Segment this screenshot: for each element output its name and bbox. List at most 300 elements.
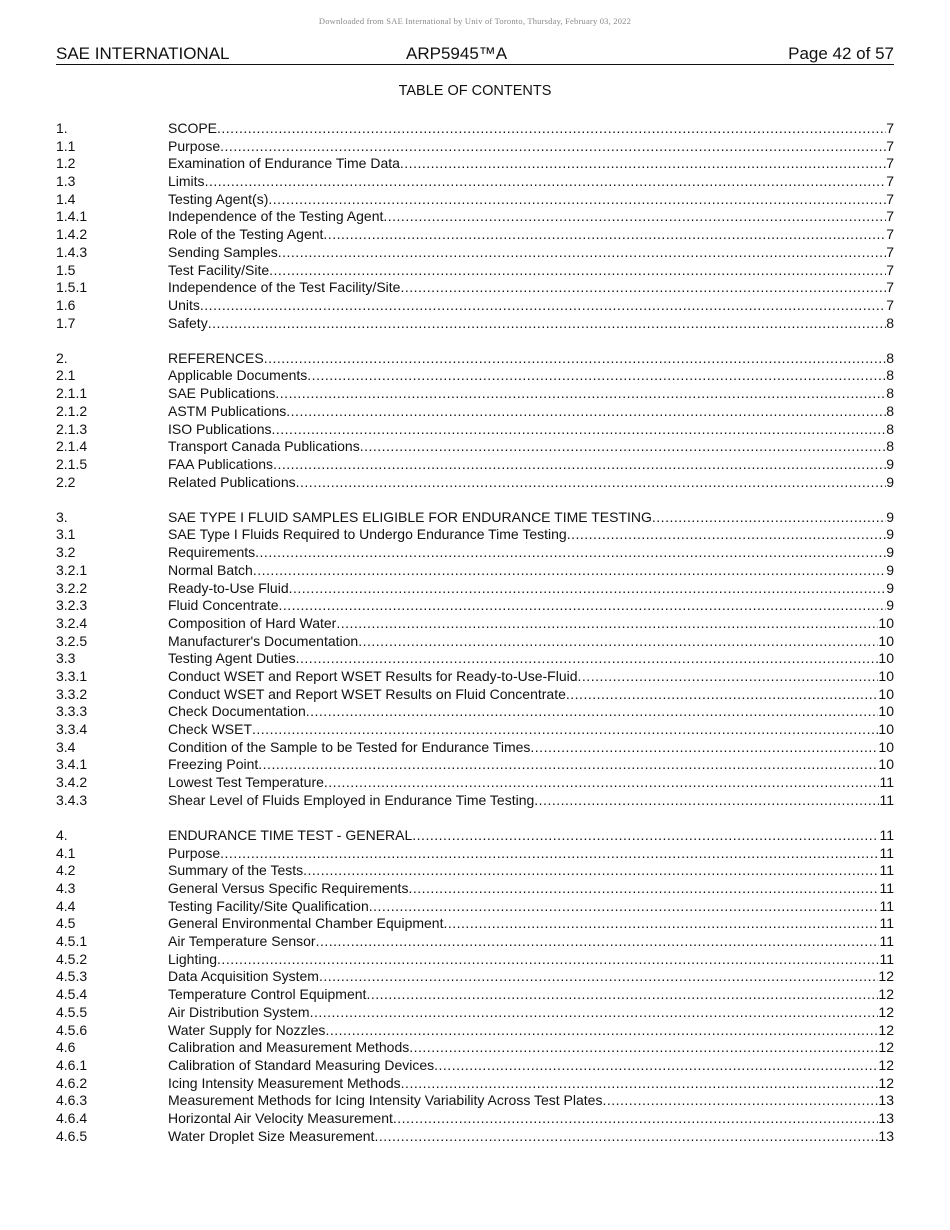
toc-dot-leader	[409, 1039, 878, 1057]
toc-entry[interactable]	[56, 544, 894, 562]
toc-page-number: 10	[878, 721, 894, 737]
toc-section-number: 1.	[56, 120, 68, 136]
toc-entry[interactable]	[56, 226, 894, 244]
toc-section-number: 4.	[56, 826, 68, 843]
toc-page-number: 11	[879, 844, 894, 861]
toc-entry[interactable]	[56, 792, 894, 810]
toc-entry[interactable]	[56, 403, 894, 421]
toc-dot-leader	[401, 1075, 879, 1093]
toc-entry[interactable]	[56, 756, 894, 774]
toc-section-title: Lowest Test Temperature	[168, 774, 324, 791]
toc-page-number: 7	[886, 173, 894, 190]
toc-entry-line	[168, 421, 894, 439]
toc-section-title: Related Publications	[168, 473, 296, 490]
toc-entry[interactable]	[56, 686, 894, 704]
toc-entry-line	[168, 774, 894, 792]
toc-section-title: Purpose	[168, 137, 221, 154]
toc-page-number: 7	[886, 137, 894, 154]
toc-entry[interactable]	[56, 880, 894, 898]
toc-page-number: 8	[886, 349, 894, 366]
toc-section-number: 3.3	[56, 650, 76, 667]
toc-section-title: Calibration of Standard Measuring Devices	[168, 1056, 435, 1073]
page-header	[56, 44, 894, 65]
toc-entry[interactable]	[56, 138, 894, 156]
toc-section-number: 4.3	[56, 880, 76, 896]
toc-entry-line	[168, 915, 894, 933]
toc-section-number: 3.3.3	[56, 703, 88, 720]
toc-section-group	[56, 350, 894, 492]
toc-entry-line	[168, 721, 894, 739]
toc-section-group	[56, 827, 894, 1145]
toc-section-title: Purpose	[168, 844, 221, 861]
toc-page-number: 8	[886, 402, 894, 419]
toc-entry[interactable]	[56, 1075, 894, 1093]
toc-page-number: 11	[879, 880, 894, 896]
toc-entry-line	[168, 986, 894, 1004]
toc-section-number: 1.6	[56, 296, 76, 313]
toc-section-number: 3.	[56, 508, 68, 525]
toc-section-number: 4.5.2	[56, 950, 88, 967]
toc-dot-leader	[400, 155, 886, 173]
toc-dot-leader	[530, 739, 878, 757]
toc-page-number: 9	[886, 473, 894, 490]
toc-dot-leader	[566, 686, 879, 704]
toc-page-number: 7	[886, 226, 894, 243]
toc-entry[interactable]	[56, 721, 894, 739]
toc-section-number: 1.4.3	[56, 243, 88, 260]
toc-page-number: 7	[886, 296, 894, 313]
toc-dot-leader	[258, 756, 878, 774]
toc-section-number: 3.3.4	[56, 721, 88, 737]
toc-entry[interactable]	[56, 385, 894, 403]
toc-entry-line	[168, 474, 894, 492]
toc-dot-leader	[303, 862, 879, 880]
toc-section-number: 3.4.2	[56, 774, 88, 791]
toc-section-number: 4.6	[56, 1039, 76, 1056]
toc-entry[interactable]	[56, 191, 894, 209]
toc-entry[interactable]	[56, 1092, 894, 1110]
toc-section-title: Testing Agent Duties	[168, 650, 296, 667]
toc-entry[interactable]	[56, 456, 894, 474]
toc-entry[interactable]	[56, 155, 894, 173]
toc-entry-line	[168, 226, 894, 244]
toc-entry-line	[168, 509, 894, 527]
toc-entry-line	[168, 845, 894, 863]
toc-entry[interactable]	[56, 526, 894, 544]
toc-entry[interactable]	[56, 1128, 894, 1146]
toc-section-number: 1.5.1	[56, 279, 88, 296]
toc-entry-line	[168, 1075, 894, 1093]
toc-dot-leader	[534, 792, 879, 810]
toc-section-number: 2.1	[56, 367, 76, 384]
toc-entry[interactable]	[56, 173, 894, 191]
header-organization: SAE INTERNATIONAL	[56, 44, 230, 63]
toc-section-number: 4.4	[56, 897, 76, 914]
toc-section-number: 4.5.3	[56, 968, 88, 985]
toc-entry-line	[168, 703, 894, 721]
toc-page-number: 9	[886, 508, 894, 525]
toc-section-number: 4.5	[56, 915, 76, 932]
toc-entry-line	[168, 968, 894, 986]
toc-section-title: Test Facility/Site	[168, 261, 270, 278]
toc-section-title: Check Documentation	[168, 703, 306, 720]
toc-dot-leader	[374, 1128, 878, 1146]
toc-entry[interactable]	[56, 703, 894, 721]
toc-section-title: Calibration and Measurement Methods	[168, 1039, 410, 1056]
toc-page-number: 12	[878, 986, 894, 1003]
toc-entry[interactable]	[56, 244, 894, 262]
toc-entry[interactable]	[56, 474, 894, 492]
toc-dot-leader	[412, 827, 879, 845]
toc-page-number: 10	[878, 632, 894, 649]
toc-section-title: Testing Agent(s)	[168, 190, 269, 207]
toc-entry-line	[168, 686, 894, 704]
toc-page-number: 10	[878, 614, 894, 631]
toc-entry-line	[168, 262, 894, 280]
toc-section-title: Air Distribution System	[168, 1003, 310, 1020]
toc-dot-leader	[316, 933, 880, 951]
toc-section-title: SCOPE	[168, 120, 218, 136]
toc-page-number: 11	[879, 826, 894, 843]
toc-entry[interactable]	[56, 262, 894, 280]
toc-section-number: 1.4.1	[56, 208, 88, 225]
toc-entry[interactable]	[56, 279, 894, 297]
toc-entry-line	[168, 526, 894, 544]
toc-entry[interactable]	[56, 774, 894, 792]
toc-section-title: ISO Publications	[168, 420, 272, 437]
toc-entry-line	[168, 880, 894, 898]
toc-section-title: Independence of the Test Facility/Site	[168, 279, 401, 296]
toc-section-number: 2.1.5	[56, 455, 88, 472]
toc-page-number: 11	[879, 950, 894, 967]
toc-entry-line	[168, 1022, 894, 1040]
toc-section-title: Check WSET	[168, 721, 253, 737]
toc-section-title: FAA Publications	[168, 455, 274, 472]
toc-entry[interactable]	[56, 633, 894, 651]
toc-page-number: 12	[878, 1039, 894, 1056]
toc-entry-line	[168, 898, 894, 916]
toc-page-number: 9	[886, 455, 894, 472]
toc-section-number: 3.1	[56, 526, 76, 543]
toc-page-number: 12	[878, 1074, 894, 1091]
toc-section-title: Limits	[168, 173, 205, 190]
toc-page-number: 12	[878, 968, 894, 985]
toc-section-number: 1.1	[56, 137, 76, 154]
toc-section-number: 4.6.1	[56, 1056, 88, 1073]
toc-section-title: Data Acquisition System	[168, 968, 319, 985]
toc-dot-leader	[393, 1110, 879, 1128]
toc-dot-leader	[205, 173, 887, 191]
toc-dot-leader	[383, 208, 886, 226]
toc-entry[interactable]	[56, 597, 894, 615]
toc-entry-line	[168, 173, 894, 191]
toc-dot-leader	[208, 315, 887, 333]
toc-entry-line	[168, 580, 894, 598]
toc-entry-line	[168, 385, 894, 403]
toc-section-number: 2.1.2	[56, 402, 88, 419]
toc-page-number: 10	[878, 667, 894, 684]
toc-section-number: 4.2	[56, 862, 76, 879]
toc-dot-leader	[220, 845, 879, 863]
toc-entry-line	[168, 862, 894, 880]
toc-page-number: 10	[878, 703, 894, 720]
toc-section-number: 2.2	[56, 473, 76, 490]
toc-dot-leader	[310, 1004, 879, 1022]
toc-section-number: 1.4	[56, 190, 76, 207]
toc-entry[interactable]	[56, 509, 894, 527]
toc-entry[interactable]	[56, 668, 894, 686]
toc-dot-leader	[443, 915, 879, 933]
toc-section-title: Condition of the Sample to be Tested for Endurance Times	[168, 738, 531, 755]
toc-section-title: Composition of Hard Water	[168, 614, 337, 631]
toc-page-number: 7	[886, 279, 894, 296]
header-document-id: ARP5945™A	[406, 44, 508, 63]
toc-entry-line	[168, 120, 894, 138]
toc-entry[interactable]	[56, 827, 894, 845]
toc-entry[interactable]	[56, 1039, 894, 1057]
toc-section-number: 4.5.5	[56, 1003, 88, 1020]
toc-entry-line	[168, 1128, 894, 1146]
toc-section-title: Transport Canada Publications	[168, 438, 360, 455]
toc-dot-leader	[275, 385, 886, 403]
toc-section-number: 2.1.3	[56, 420, 88, 437]
toc-dot-leader	[296, 474, 887, 492]
toc-entry[interactable]	[56, 438, 894, 456]
toc-section-number: 3.3.1	[56, 667, 88, 684]
toc-page-number: 7	[886, 208, 894, 225]
toc-section-number: 4.6.3	[56, 1092, 88, 1109]
toc-dot-leader	[269, 262, 886, 280]
toc-entry[interactable]	[56, 1022, 894, 1040]
toc-dot-leader	[217, 120, 886, 138]
toc-section-title: Testing Facility/Site Qualification	[168, 897, 369, 914]
toc-dot-leader	[358, 633, 878, 651]
toc-entry-line	[168, 367, 894, 385]
toc-dot-leader	[278, 244, 886, 262]
toc-section-title: Conduct WSET and Report WSET Results for Ready-to-Use-Fluid	[168, 667, 578, 684]
toc-entry[interactable]	[56, 862, 894, 880]
toc-entry[interactable]	[56, 986, 894, 1004]
toc-entry[interactable]	[56, 120, 894, 138]
toc-entry-line	[168, 208, 894, 226]
header-page-number: Page 42 of 57	[788, 44, 894, 63]
toc-section-number: 2.	[56, 349, 68, 366]
toc-entry-line	[168, 633, 894, 651]
toc-section-title: Water Droplet Size Measurement	[168, 1127, 375, 1144]
toc-page-number: 10	[878, 650, 894, 667]
toc-section-title: SAE TYPE I FLUID SAMPLES ELIGIBLE FOR ENDURANCE TIME TESTING	[168, 508, 652, 525]
toc-dot-leader	[567, 526, 886, 544]
toc-entry-line	[168, 1110, 894, 1128]
table-of-contents	[56, 120, 894, 1163]
toc-section-group	[56, 120, 894, 332]
toc-section-number: 3.2	[56, 544, 76, 561]
toc-entry-line	[168, 438, 894, 456]
toc-page-number: 8	[886, 385, 894, 402]
toc-section-title: Icing Intensity Measurement Methods	[168, 1074, 401, 1091]
toc-dot-leader	[602, 1092, 878, 1110]
toc-dot-leader	[652, 509, 886, 527]
toc-dot-leader	[255, 544, 886, 562]
toc-section-number: 3.4.3	[56, 791, 88, 808]
toc-entry-line	[168, 544, 894, 562]
toc-entry[interactable]	[56, 951, 894, 969]
toc-section-number: 3.3.2	[56, 685, 88, 702]
toc-entry-line	[168, 562, 894, 580]
toc-section-title: Examination of Endurance Time Data	[168, 155, 400, 172]
toc-section-number: 1.4.2	[56, 226, 88, 243]
toc-heading: TABLE OF CONTENTS	[398, 83, 552, 99]
toc-section-title: Air Temperature Sensor	[168, 933, 316, 950]
toc-entry[interactable]	[56, 350, 894, 368]
toc-entry-line	[168, 739, 894, 757]
toc-entry[interactable]	[56, 1004, 894, 1022]
toc-entry-line	[168, 297, 894, 315]
toc-entry[interactable]	[56, 421, 894, 439]
toc-page-number: 11	[879, 791, 894, 808]
toc-section-number: 1.5	[56, 261, 76, 278]
toc-dot-leader	[323, 226, 886, 244]
toc-entry[interactable]	[56, 1057, 894, 1075]
toc-page-number: 10	[878, 685, 894, 702]
toc-entry-line	[168, 1039, 894, 1057]
toc-entry[interactable]	[56, 845, 894, 863]
toc-entry[interactable]	[56, 968, 894, 986]
toc-page-number: 9	[886, 597, 894, 614]
toc-page-number: 8	[886, 367, 894, 384]
toc-entry[interactable]	[56, 297, 894, 315]
toc-section-title: Lighting	[168, 950, 218, 967]
toc-dot-leader	[286, 403, 886, 421]
toc-section-title: Independence of the Testing Agent	[168, 208, 384, 225]
toc-page-number: 11	[879, 933, 894, 950]
toc-section-number: 1.2	[56, 155, 76, 172]
toc-entry-line	[168, 650, 894, 668]
toc-entry-line	[168, 827, 894, 845]
toc-entry[interactable]	[56, 580, 894, 598]
toc-section-number: 4.6.2	[56, 1074, 88, 1091]
toc-section-title: Safety	[168, 314, 208, 331]
toc-entry[interactable]	[56, 562, 894, 580]
toc-dot-leader	[369, 898, 880, 916]
toc-dot-leader	[336, 615, 878, 633]
toc-entry[interactable]	[56, 915, 894, 933]
toc-dot-leader	[400, 279, 886, 297]
toc-section-number: 2.1.4	[56, 438, 88, 455]
toc-entry[interactable]	[56, 650, 894, 668]
toc-entry-line	[168, 350, 894, 368]
toc-page-number: 11	[879, 897, 894, 914]
toc-dot-leader	[217, 951, 879, 969]
toc-section-number: 1.7	[56, 314, 76, 331]
toc-page-number: 8	[886, 420, 894, 437]
toc-section-title: Freezing Point	[168, 756, 259, 773]
toc-dot-leader	[200, 297, 886, 315]
toc-section-title: REFERENCES	[168, 349, 264, 366]
toc-entry-line	[168, 279, 894, 297]
toc-section-number: 4.6.4	[56, 1109, 88, 1126]
toc-entry-line	[168, 1057, 894, 1075]
toc-section-title: Applicable Documents	[168, 367, 308, 384]
toc-dot-leader	[319, 968, 878, 986]
toc-entry-line	[168, 615, 894, 633]
toc-section-number: 4.5.1	[56, 933, 88, 950]
toc-dot-leader	[272, 421, 887, 439]
download-watermark: Downloaded from SAE International by Univ of Toronto, Thursday, February 03, 2022	[318, 16, 632, 26]
toc-section-title: Role of the Testing Agent	[168, 226, 324, 243]
toc-entry-line	[168, 792, 894, 810]
toc-dot-leader	[306, 703, 879, 721]
toc-section-title: SAE Type I Fluids Required to Undergo Endurance Time Testing	[168, 526, 567, 543]
toc-entry-line	[168, 315, 894, 333]
toc-section-number: 3.2.5	[56, 632, 88, 649]
toc-entry-line	[168, 933, 894, 951]
toc-dot-leader	[325, 1022, 878, 1040]
toc-entry[interactable]	[56, 208, 894, 226]
toc-section-number: 4.5.4	[56, 986, 88, 1003]
toc-section-title: Water Supply for Nozzles	[168, 1021, 326, 1038]
toc-page-number: 7	[886, 155, 894, 172]
toc-section-title: General Environmental Chamber Equipment	[168, 915, 444, 932]
toc-entry[interactable]	[56, 933, 894, 951]
toc-dot-leader	[253, 562, 886, 580]
toc-section-title: SAE Publications	[168, 385, 276, 402]
toc-entry[interactable]	[56, 367, 894, 385]
toc-section-title: Summary of the Tests	[168, 862, 304, 879]
toc-entry[interactable]	[56, 739, 894, 757]
toc-section-number: 4.6.5	[56, 1127, 88, 1144]
toc-entry-line	[168, 756, 894, 774]
toc-entry-line	[168, 191, 894, 209]
toc-section-number: 3.2.2	[56, 579, 88, 596]
toc-page-number: 12	[878, 1056, 894, 1073]
toc-page-number: 13	[878, 1109, 894, 1126]
toc-entry[interactable]	[56, 615, 894, 633]
toc-dot-leader	[289, 580, 887, 598]
toc-section-number: 3.4	[56, 738, 76, 755]
toc-section-title: General Versus Specific Requirements	[168, 880, 409, 896]
toc-dot-leader	[264, 350, 887, 368]
toc-entry-line	[168, 155, 894, 173]
toc-page-number: 13	[878, 1092, 894, 1109]
toc-entry[interactable]	[56, 1110, 894, 1128]
toc-entry[interactable]	[56, 898, 894, 916]
toc-dot-leader	[279, 597, 887, 615]
toc-entry-line	[168, 403, 894, 421]
toc-entry-line	[168, 668, 894, 686]
toc-entry-line	[168, 1004, 894, 1022]
toc-section-number: 3.2.4	[56, 614, 88, 631]
toc-dot-leader	[578, 668, 879, 686]
toc-dot-leader	[366, 986, 878, 1004]
toc-section-number: 1.3	[56, 173, 76, 190]
toc-dot-leader	[360, 438, 887, 456]
toc-page-number: 9	[886, 579, 894, 596]
toc-section-title: Horizontal Air Velocity Measurement	[168, 1109, 393, 1126]
toc-section-title: Measurement Methods for Icing Intensity Variability Across Test Plates	[168, 1092, 603, 1109]
toc-entry[interactable]	[56, 315, 894, 333]
toc-page-number: 11	[879, 862, 894, 879]
toc-entry-line	[168, 244, 894, 262]
toc-dot-leader	[408, 880, 879, 898]
toc-dot-leader	[220, 138, 886, 156]
toc-section-title: ASTM Publications	[168, 402, 287, 419]
toc-section-title: Sending Samples	[168, 243, 278, 260]
toc-page-number: 11	[879, 915, 894, 932]
toc-page-number: 7	[886, 190, 894, 207]
toc-page-number: 9	[886, 561, 894, 578]
toc-page-number: 12	[878, 1021, 894, 1038]
